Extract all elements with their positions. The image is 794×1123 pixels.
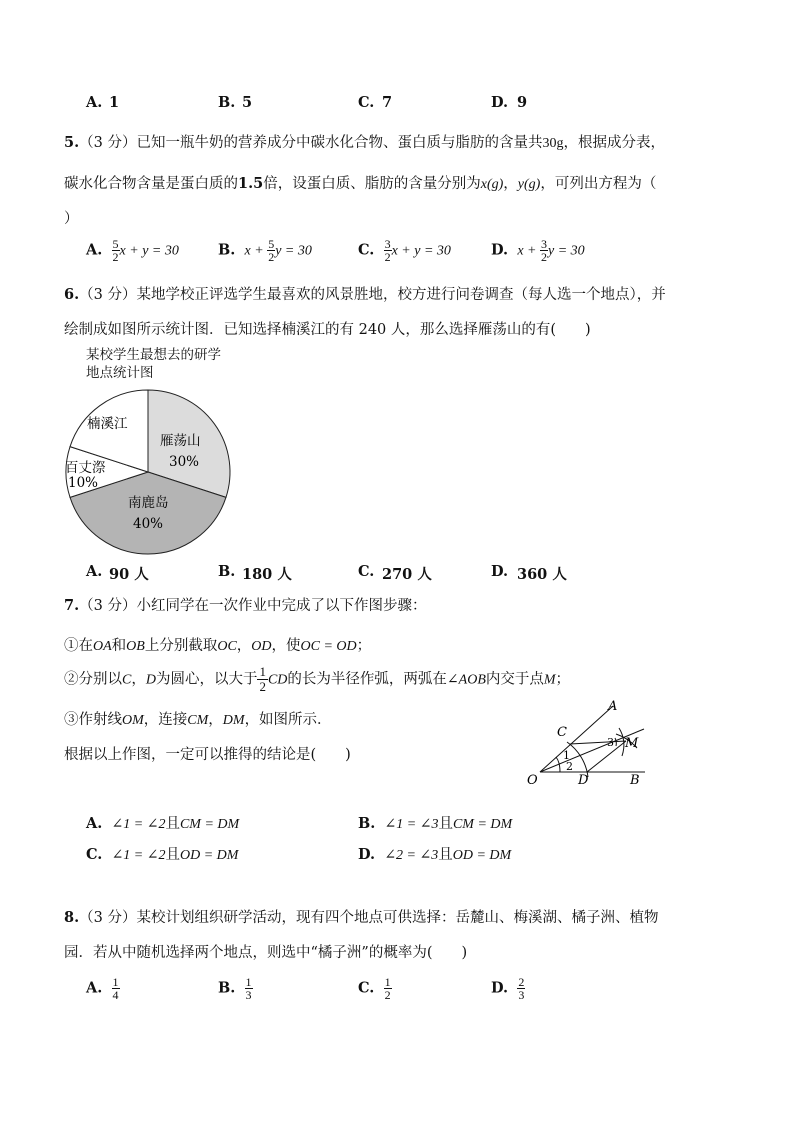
q5-text-2: 碳水化合物含量是蛋白质的 <box>64 176 238 192</box>
q7-conclusion: 根据以上作图，一定可以推得的结论是( ) <box>64 747 351 763</box>
label-d: D <box>578 773 589 788</box>
q7-line-1 <box>64 594 426 615</box>
slice-label-yandang: 雁荡山 <box>160 433 201 449</box>
q8-option-a-letter: A. <box>86 979 103 997</box>
q4-option-b-letter: B. <box>218 94 236 111</box>
step-2-num: 1 <box>259 664 266 679</box>
q5-option-a <box>86 238 179 263</box>
label-angle-1: 1 <box>563 749 570 762</box>
q5-score: （3 分） <box>79 135 137 151</box>
q4-option-a-letter: A. <box>86 94 103 111</box>
q5-option-c-fraction <box>384 238 392 263</box>
q5-text-1: 已知一瓶牛奶的营养成分中碳水化合物、蛋白质与脂肪的含量共 <box>136 135 543 151</box>
q5-option-a-rest: x + y = 30 <box>119 243 179 259</box>
q5-ratio: 1.5 <box>238 175 264 192</box>
step-1-oa: OA <box>93 639 112 654</box>
label-angle-2: 2 <box>566 760 573 773</box>
q5-amount: 30g <box>542 136 564 151</box>
chart-title <box>86 346 221 382</box>
q5-text-2c: ，可列出方程为（ <box>540 176 657 192</box>
slice-label-nanlu: 南鹿岛 <box>128 495 169 511</box>
step-1-text-2: 和 <box>111 638 127 654</box>
q7-option-c <box>86 843 238 864</box>
q5-option-b-fraction <box>267 238 275 263</box>
slice-pct-nanlu: 40% <box>133 516 164 532</box>
step-1-oc: OC <box>217 639 237 654</box>
q7-option-a <box>86 812 239 833</box>
step-2-d: D <box>145 672 156 688</box>
q5-option-d-fraction <box>540 238 548 263</box>
step-1-text: 在 <box>78 638 93 654</box>
q7-option-d <box>358 843 511 864</box>
q5-option-d <box>491 238 585 263</box>
step-2-text-6: ； <box>555 671 571 688</box>
q5-option-b <box>218 238 312 263</box>
q7-option-d-letter: D. <box>358 846 376 863</box>
q7-option-b-letter: B. <box>358 815 376 832</box>
q5-option-a-den: 2 <box>112 250 119 264</box>
step-2-text-2: ， <box>131 671 146 688</box>
step-2-mark: ② <box>64 671 79 688</box>
q5-option-d-den: 2 <box>541 250 547 264</box>
q5-option-c <box>358 238 451 263</box>
q8-option-b <box>218 976 253 1001</box>
q5-text-2b: 倍，设蛋白质、脂肪的含量分别为 <box>263 176 481 192</box>
q4-option-d-text: 9 <box>517 94 528 111</box>
q7-option-a-segments: CM = DM <box>179 817 240 832</box>
q5-option-c-den: 2 <box>384 250 391 264</box>
q8-option-b-letter: B. <box>218 979 236 997</box>
step-2-text: 分别以 <box>78 671 122 688</box>
q7-option-a-and: 且 <box>165 816 180 832</box>
q6-option-b-letter: B. <box>218 563 236 580</box>
q7-step-3 <box>64 708 332 729</box>
step-2-den: 2 <box>259 679 266 694</box>
q7-option-a-angles: ∠1 = ∠2 <box>111 817 166 832</box>
step-1-equation: OC = OD <box>300 639 357 654</box>
step-2-c: C <box>122 672 132 688</box>
q8-option-d-letter: D. <box>491 979 509 997</box>
step-1-text-4: ， <box>236 638 252 654</box>
label-angle-3: 3 <box>607 736 614 749</box>
q8-option-d-num: 2 <box>518 975 525 989</box>
q7-option-c-angles: ∠1 = ∠2 <box>111 848 166 863</box>
slice-label-baizhang: 百丈漈 <box>65 460 106 476</box>
step-2-angle-aob: ∠AOB <box>446 672 486 688</box>
step-1-text-6: ； <box>356 638 372 654</box>
q5-option-d-pre: x + <box>517 243 540 259</box>
q5-option-c-num: 3 <box>384 237 391 251</box>
q7-option-b <box>358 812 512 833</box>
q8-option-b-num: 1 <box>245 975 252 989</box>
q5-var-y: y(g) <box>517 177 541 192</box>
q6-line-1 <box>64 283 666 304</box>
slice-pct-yandang: 30% <box>169 454 200 470</box>
q4-option-a-text: 1 <box>109 94 120 111</box>
q8-line-1 <box>64 906 658 927</box>
q5-option-d-letter: D. <box>491 241 509 259</box>
step-2-text-4: 的长为半径作弧，两弧在 <box>287 671 447 688</box>
q6-option-b-text: 180 人 <box>242 566 292 583</box>
q4-option-c-letter: C. <box>358 94 375 111</box>
q6-option-d-text: 360 人 <box>517 566 567 583</box>
q5-option-b-num: 5 <box>268 237 275 251</box>
q7-option-c-letter: C. <box>86 846 103 863</box>
q6-number: 6. <box>64 286 80 303</box>
step-1-od: OD <box>251 639 272 654</box>
q6-option-a-letter: A. <box>86 563 103 580</box>
arc-from-c <box>619 728 624 756</box>
step-1-mark: ① <box>64 638 79 654</box>
label-c: C <box>557 725 567 740</box>
step-1-text-5: ，使 <box>271 638 301 654</box>
step-3-mark: ③ <box>64 712 79 728</box>
segment-cm <box>570 741 626 744</box>
q7-option-b-segments: CM = DM <box>452 817 513 832</box>
q8-option-c-fraction <box>384 976 392 1001</box>
q7-score: （3 分） <box>79 598 137 614</box>
q8-number: 8. <box>64 909 80 926</box>
q7-option-c-and: 且 <box>165 847 180 863</box>
q8-option-a-den: 4 <box>112 988 119 1002</box>
q4-option-b-text: 5 <box>242 94 253 111</box>
q7-step-1 <box>64 634 371 655</box>
q4-option-d-letter: D. <box>491 94 509 111</box>
q8-option-a <box>86 976 120 1001</box>
q7-option-d-angles: ∠2 = ∠3 <box>384 848 439 863</box>
q7-step-2 <box>64 665 570 694</box>
q6-option-c-text: 270 人 <box>382 566 432 583</box>
step-3-text-2: ，连接 <box>143 712 188 728</box>
q6-option-d-letter: D. <box>491 563 509 580</box>
step-3-dm: DM <box>222 713 245 728</box>
q5-option-d-rest: y = 30 <box>548 243 585 259</box>
label-o: O <box>527 773 538 788</box>
q5-line-3: ） <box>64 211 79 227</box>
q7-option-b-and: 且 <box>438 816 453 832</box>
q7-option-a-letter: A. <box>86 815 103 832</box>
q5-option-b-pre: x + <box>244 243 268 259</box>
step-3-om: OM <box>122 713 144 728</box>
q8-option-b-den: 3 <box>245 988 252 1002</box>
q8-option-a-fraction <box>112 976 120 1001</box>
chart-title-line-1: 某校学生最想去的研学 <box>86 347 221 363</box>
step-3-cm: CM <box>187 713 209 728</box>
q5-option-c-rest: x + y = 30 <box>391 243 451 259</box>
label-b: B <box>630 773 640 788</box>
q5-option-a-fraction <box>112 238 120 263</box>
q5-option-b-den: 2 <box>268 250 275 264</box>
q8-score: （3 分） <box>79 910 137 926</box>
q5-option-b-rest: y = 30 <box>275 243 312 259</box>
q8-option-c-letter: C. <box>358 979 375 997</box>
step-1-ob: OB <box>126 639 145 654</box>
q5-line-1 <box>64 131 665 152</box>
q6-option-c-letter: C. <box>358 563 375 580</box>
q8-option-a-num: 1 <box>112 975 119 989</box>
q8-text-1: 某校计划组织研学活动，现有四个地点可供选择：岳麓山、梅溪湖、橘子洲、植物 <box>136 910 659 926</box>
q6-text-1: 某地学校正评选学生最喜欢的风景胜地，校方进行问卷调查（每人选一个地点），并 <box>136 287 666 303</box>
label-m: M <box>625 736 639 751</box>
label-a: A <box>608 699 618 714</box>
q6-option-a-text: 90 人 <box>109 566 149 583</box>
q8-option-c-den: 2 <box>384 988 391 1002</box>
q5-option-a-num: 5 <box>112 237 119 251</box>
q7-option-c-segments: OD = DM <box>179 848 239 863</box>
q5-line-2 <box>64 172 656 193</box>
q7-intro: 小红同学在一次作业中完成了以下作图步骤： <box>136 598 427 614</box>
step-2-half-fraction <box>257 665 268 694</box>
step-2-cd: CD <box>267 672 288 688</box>
slice-pct-baizhang: 10% <box>68 475 99 491</box>
chart-title-line-2: 地点统计图 <box>86 365 154 381</box>
q5-option-a-letter: A. <box>86 241 103 259</box>
step-2-m: M <box>543 672 556 688</box>
q8-option-d-fraction <box>517 976 525 1001</box>
q6-line-2: 绘制成如图所示统计图．已知选择楠溪江的有 240 人，那么选择雁荡山的有( ) <box>64 322 591 338</box>
q5-text-1b: ，根据成分表， <box>563 135 665 151</box>
step-2-text-5: 内交于点 <box>485 671 544 688</box>
q5-option-b-letter: B. <box>218 241 236 259</box>
q5-var-x: x(g) <box>480 177 504 192</box>
q6-score: （3 分） <box>79 287 137 303</box>
q5-number: 5. <box>64 134 80 151</box>
q7-option-d-and: 且 <box>438 847 453 863</box>
q7-option-d-segments: OD = DM <box>452 848 512 863</box>
q8-option-b-fraction <box>245 976 253 1001</box>
angle-construction-figure <box>520 698 650 790</box>
slice-label-nanxi: 楠溪江 <box>87 416 128 432</box>
pie-chart <box>60 384 240 560</box>
q8-option-d-den: 3 <box>518 988 525 1002</box>
step-3-text: 作射线 <box>78 712 122 728</box>
q8-option-d <box>491 976 525 1001</box>
q4-option-c-text: 7 <box>382 94 393 111</box>
step-3-text-4: ，如图所示． <box>244 712 332 728</box>
q7-number: 7. <box>64 597 80 614</box>
step-1-text-3: 上分别截取 <box>144 638 218 654</box>
q7-option-b-angles: ∠1 = ∠3 <box>384 817 439 832</box>
q8-option-c <box>358 976 392 1001</box>
q5-option-c-letter: C. <box>358 241 375 259</box>
step-2-text-3: 为圆心，以大于 <box>155 671 258 688</box>
q8-line-2: 园．若从中随机选择两个地点，则选中“橘子洲”的概率为( ) <box>64 945 468 961</box>
ray-oa <box>540 706 613 772</box>
q5-option-d-num: 3 <box>541 237 547 251</box>
q8-option-c-num: 1 <box>384 975 391 989</box>
q5-sep: ， <box>503 176 518 192</box>
step-3-text-3: ， <box>208 712 223 728</box>
